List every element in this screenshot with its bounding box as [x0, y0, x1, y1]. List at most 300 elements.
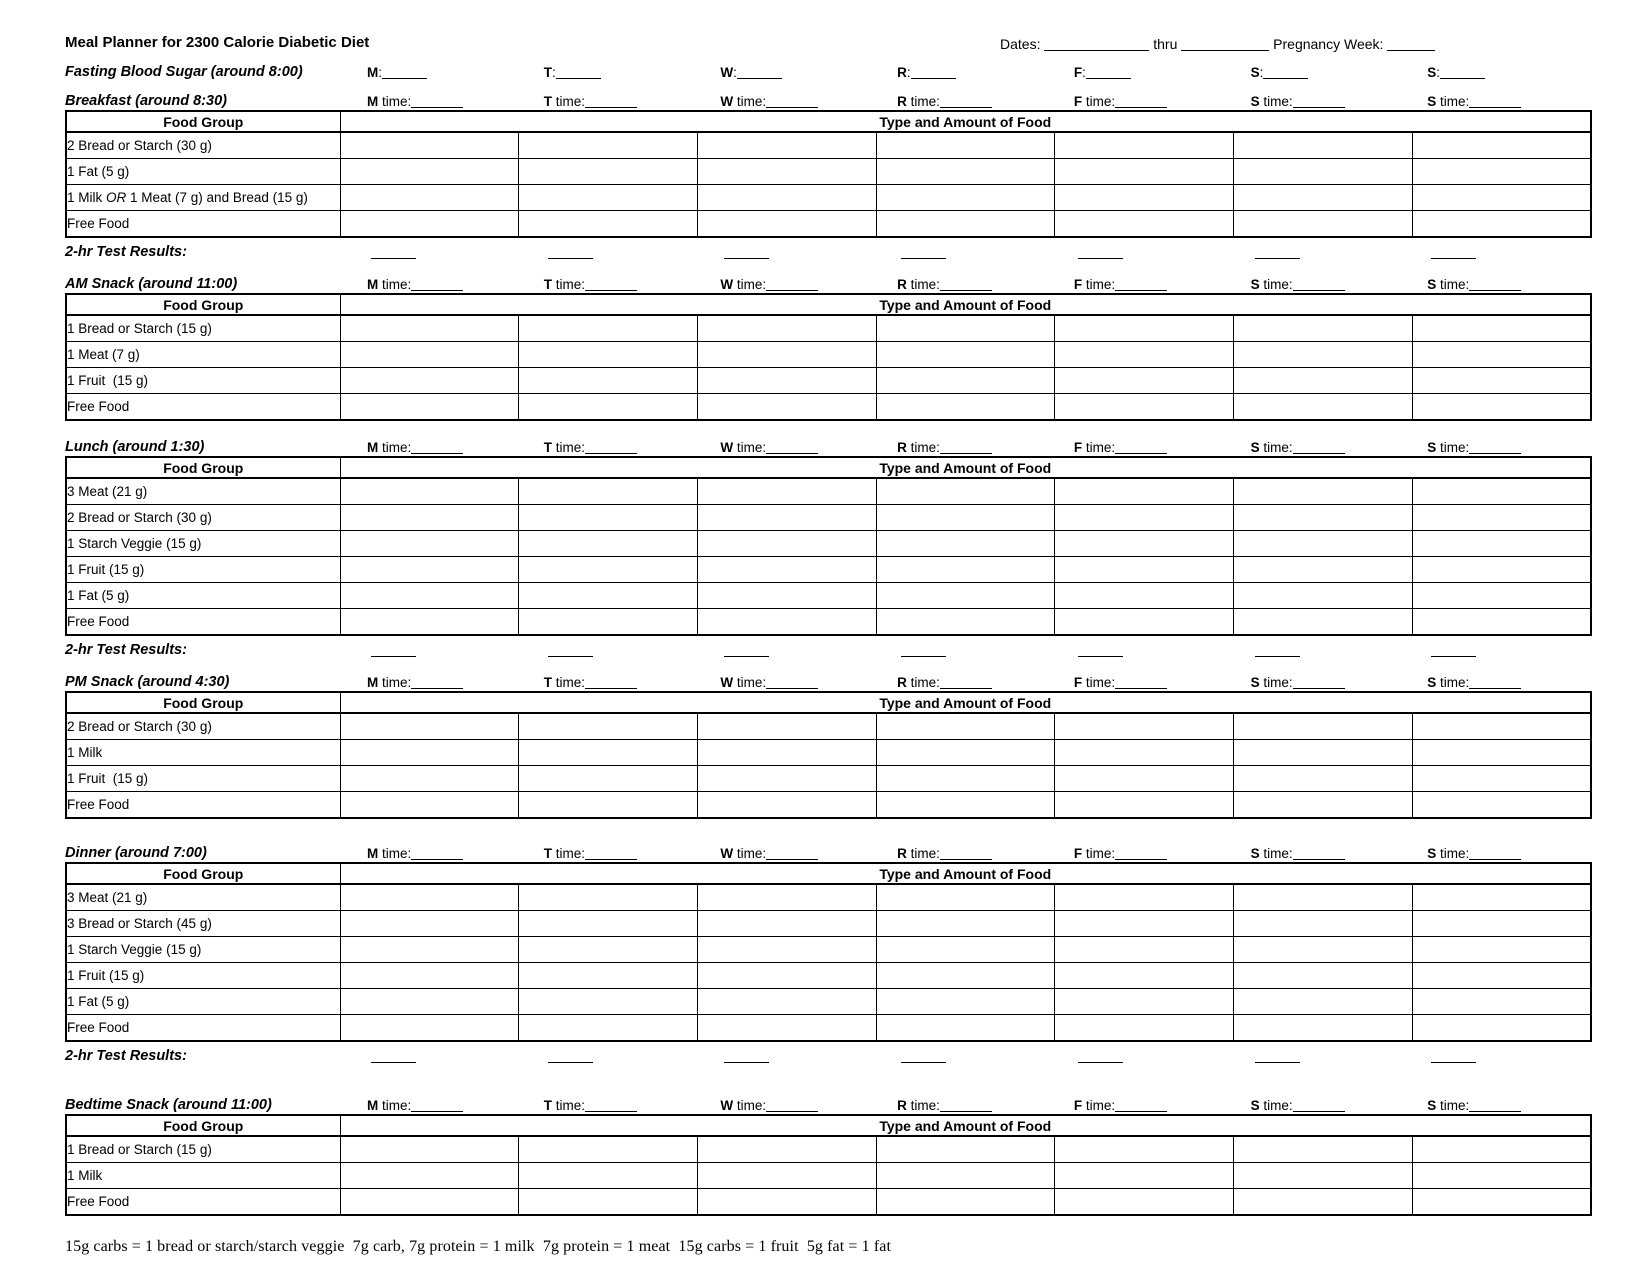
meal-time-blank[interactable]: [766, 847, 818, 860]
food-entry-cell[interactable]: [519, 478, 698, 505]
meal-section-breakfast: [65, 86, 1592, 263]
food-entry-cell[interactable]: [876, 185, 1055, 211]
meal-time-blank[interactable]: [585, 441, 637, 454]
food-entry-cell[interactable]: [876, 478, 1055, 505]
food-group-label-text: 1 Milk: [67, 1168, 103, 1183]
food-entry-cell[interactable]: [1412, 185, 1591, 211]
table-header-row: [66, 111, 1591, 132]
food-entry-cell[interactable]: [1412, 211, 1591, 238]
meal-title-pm-snack: PM Snack (around 4:30): [65, 674, 230, 690]
food-entry-cell[interactable]: [1412, 1015, 1591, 1042]
test-result-blank[interactable]: [1255, 246, 1300, 259]
food-entry-cell[interactable]: [1234, 185, 1413, 211]
food-entry-cell[interactable]: [340, 478, 519, 505]
pregnancy-week-blank[interactable]: [1387, 38, 1435, 51]
meal-time-blank[interactable]: [585, 1099, 637, 1112]
meal-time-blank[interactable]: [940, 847, 992, 860]
food-entry-cell[interactable]: [1412, 531, 1591, 557]
food-entry-cell[interactable]: [1234, 884, 1413, 911]
meal-time-blank[interactable]: [1293, 847, 1345, 860]
test-result-blank[interactable]: [1255, 1050, 1300, 1063]
meal-time-blank[interactable]: [1115, 95, 1167, 108]
day-letter: S: [1427, 440, 1437, 455]
test-result-blank[interactable]: [1078, 644, 1123, 657]
test-result-blank[interactable]: [548, 644, 593, 657]
food-entry-cell[interactable]: [697, 1136, 876, 1163]
food-entry-cell[interactable]: [1234, 1015, 1413, 1042]
meal-time-blank[interactable]: [1293, 1099, 1345, 1112]
food-entry-cell[interactable]: [519, 315, 698, 342]
food-entry-cell[interactable]: [1055, 394, 1234, 421]
food-entry-cell[interactable]: [1055, 1136, 1234, 1163]
food-entry-cell[interactable]: [519, 368, 698, 394]
food-entry-cell[interactable]: [876, 792, 1055, 819]
meal-time-blank[interactable]: [940, 95, 992, 108]
food-group-label-text: 1 Meat (7 g) and Bread (15 g): [126, 190, 308, 205]
food-entry-cell[interactable]: [876, 132, 1055, 159]
food-entry-cell[interactable]: [876, 740, 1055, 766]
type-amount-header: Type and Amount of Food: [340, 294, 1591, 315]
food-entry-cell[interactable]: [1412, 1163, 1591, 1189]
food-entry-cell[interactable]: [876, 505, 1055, 531]
food-entry-cell[interactable]: [519, 394, 698, 421]
food-group-label-text: 1 Starch Veggie (15 g): [67, 536, 202, 551]
test-result-blank[interactable]: [548, 1050, 593, 1063]
fasting-day-letter: W: [720, 65, 734, 80]
food-entry-cell[interactable]: [1234, 505, 1413, 531]
food-entry-cell[interactable]: [697, 132, 876, 159]
test-result-blank[interactable]: [1431, 246, 1476, 259]
food-entry-cell[interactable]: [340, 609, 519, 636]
food-entry-cell[interactable]: [1055, 766, 1234, 792]
food-entry-cell[interactable]: [697, 937, 876, 963]
fasting-value-blank[interactable]: [1440, 66, 1485, 79]
food-entry-cell[interactable]: [876, 557, 1055, 583]
meal-section-lunch: [65, 432, 1592, 661]
day-letter: W: [720, 277, 734, 292]
food-entry-cell[interactable]: [519, 159, 698, 185]
test-result-blank[interactable]: [371, 246, 416, 259]
fasting-value-blank[interactable]: [737, 66, 782, 79]
food-entry-cell[interactable]: [1412, 963, 1591, 989]
food-entry-cell[interactable]: [697, 989, 876, 1015]
meal-time-blank[interactable]: [1293, 278, 1345, 291]
food-entry-cell[interactable]: [697, 1189, 876, 1216]
food-entry-cell[interactable]: [340, 159, 519, 185]
food-entry-cell[interactable]: [1055, 937, 1234, 963]
food-entry-cell[interactable]: [697, 368, 876, 394]
food-entry-cell[interactable]: [1234, 394, 1413, 421]
food-entry-cell[interactable]: [1055, 342, 1234, 368]
food-entry-cell[interactable]: [340, 557, 519, 583]
food-entry-cell[interactable]: [1412, 159, 1591, 185]
food-entry-cell[interactable]: [519, 963, 698, 989]
food-entry-cell[interactable]: [1055, 884, 1234, 911]
food-group-label-text: 1 Meat (7 g): [67, 347, 140, 362]
food-entry-cell[interactable]: [1412, 713, 1591, 740]
food-entry-cell[interactable]: [1234, 963, 1413, 989]
meal-time-blank[interactable]: [766, 441, 818, 454]
food-entry-cell[interactable]: [697, 1015, 876, 1042]
food-entry-cell[interactable]: [340, 132, 519, 159]
food-group-label: [66, 478, 340, 505]
day-letter: R: [897, 1098, 907, 1113]
food-entry-cell[interactable]: [519, 1189, 698, 1216]
meal-time-blank[interactable]: [766, 95, 818, 108]
food-entry-cell[interactable]: [1234, 132, 1413, 159]
meal-time-breakfast-day-4: F time:: [1062, 94, 1239, 109]
test-result-blank[interactable]: [371, 1050, 416, 1063]
meal-time-pm-snack-day-4: F time:: [1062, 675, 1239, 690]
food-entry-cell[interactable]: [876, 989, 1055, 1015]
food-entry-cell[interactable]: [876, 1136, 1055, 1163]
food-entry-cell[interactable]: [1412, 792, 1591, 819]
food-entry-cell[interactable]: [340, 766, 519, 792]
food-entry-cell[interactable]: [1234, 713, 1413, 740]
food-entry-cell[interactable]: [876, 159, 1055, 185]
test-result-blank[interactable]: [724, 246, 769, 259]
test-result-blank[interactable]: [1078, 246, 1123, 259]
food-entry-cell[interactable]: [340, 884, 519, 911]
food-entry-cell[interactable]: [697, 531, 876, 557]
food-entry-cell[interactable]: [1055, 740, 1234, 766]
meal-header-dinner: [65, 838, 1592, 861]
food-entry-cell[interactable]: [1234, 740, 1413, 766]
food-entry-cell[interactable]: [876, 1189, 1055, 1216]
food-entry-cell[interactable]: [1412, 342, 1591, 368]
food-entry-cell[interactable]: [697, 713, 876, 740]
food-entry-cell[interactable]: [519, 937, 698, 963]
meal-time-blank[interactable]: [1469, 1099, 1521, 1112]
test-result-blank[interactable]: [1431, 1050, 1476, 1063]
food-entry-cell[interactable]: [1055, 368, 1234, 394]
meal-section-am-snack: [65, 269, 1592, 421]
food-entry-cell[interactable]: [697, 583, 876, 609]
food-entry-cell[interactable]: [519, 557, 698, 583]
food-entry-cell[interactable]: [340, 315, 519, 342]
food-entry-cell[interactable]: [697, 557, 876, 583]
test-result-blank[interactable]: [548, 246, 593, 259]
food-entry-cell[interactable]: [876, 1163, 1055, 1189]
food-entry-cell[interactable]: [697, 740, 876, 766]
food-entry-cell[interactable]: [876, 342, 1055, 368]
food-entry-cell[interactable]: [1055, 583, 1234, 609]
meal-time-blank[interactable]: [585, 676, 637, 689]
food-entry-cell[interactable]: [1234, 1189, 1413, 1216]
food-entry-cell[interactable]: [1234, 1136, 1413, 1163]
food-entry-cell[interactable]: [697, 911, 876, 937]
food-entry-cell[interactable]: [1055, 989, 1234, 1015]
food-entry-cell[interactable]: [1234, 609, 1413, 636]
meal-time-blank[interactable]: [411, 441, 463, 454]
meal-time-dinner-day-3: R time:: [885, 846, 1062, 861]
food-entry-cell[interactable]: [1055, 211, 1234, 238]
food-entry-cell[interactable]: [1055, 531, 1234, 557]
meal-time-blank[interactable]: [1115, 441, 1167, 454]
food-entry-cell[interactable]: [340, 1136, 519, 1163]
food-entry-cell[interactable]: [340, 1189, 519, 1216]
food-entry-cell[interactable]: [876, 1015, 1055, 1042]
food-entry-cell[interactable]: [697, 609, 876, 636]
food-entry-cell[interactable]: [1055, 185, 1234, 211]
food-entry-cell[interactable]: [1234, 211, 1413, 238]
food-entry-cell[interactable]: [876, 315, 1055, 342]
food-entry-cell[interactable]: [876, 394, 1055, 421]
food-entry-cell[interactable]: [697, 159, 876, 185]
food-entry-cell[interactable]: [1055, 315, 1234, 342]
food-entry-cell[interactable]: [340, 394, 519, 421]
food-entry-cell[interactable]: [697, 394, 876, 421]
food-entry-cell[interactable]: [1412, 1136, 1591, 1163]
dates-from-blank[interactable]: [1044, 38, 1149, 51]
food-entry-cell[interactable]: [876, 766, 1055, 792]
food-entry-cell[interactable]: [697, 766, 876, 792]
test-result-blank[interactable]: [901, 644, 946, 657]
food-entry-cell[interactable]: [876, 368, 1055, 394]
food-group-label-text: 3 Bread or Starch (45 g): [67, 916, 212, 931]
meal-time-blank[interactable]: [1115, 1099, 1167, 1112]
test-result-blank[interactable]: [1431, 644, 1476, 657]
meal-time-blank[interactable]: [1469, 278, 1521, 291]
food-entry-cell[interactable]: [1055, 1015, 1234, 1042]
meal-time-blank[interactable]: [940, 676, 992, 689]
food-entry-cell[interactable]: [697, 505, 876, 531]
meal-time-dinner-day-4: F time:: [1062, 846, 1239, 861]
food-entry-cell[interactable]: [519, 1163, 698, 1189]
food-entry-cell[interactable]: [1055, 911, 1234, 937]
food-entry-cell[interactable]: [340, 740, 519, 766]
food-entry-cell[interactable]: [1234, 792, 1413, 819]
food-entry-cell[interactable]: [340, 505, 519, 531]
food-entry-cell[interactable]: [519, 185, 698, 211]
meal-time-blank[interactable]: [1115, 676, 1167, 689]
food-group-label: [66, 1189, 340, 1216]
food-entry-cell[interactable]: [697, 963, 876, 989]
food-entry-cell[interactable]: [1412, 740, 1591, 766]
food-entry-cell[interactable]: [1412, 132, 1591, 159]
test-result-blank[interactable]: [901, 246, 946, 259]
food-entry-cell[interactable]: [1412, 368, 1591, 394]
food-entry-cell[interactable]: [519, 1015, 698, 1042]
food-entry-cell[interactable]: [1412, 609, 1591, 636]
meal-time-blank[interactable]: [411, 847, 463, 860]
food-entry-cell[interactable]: [340, 211, 519, 238]
meal-time-blank[interactable]: [411, 1099, 463, 1112]
food-entry-cell[interactable]: [340, 531, 519, 557]
meal-time-blank[interactable]: [411, 95, 463, 108]
food-entry-cell[interactable]: [1055, 478, 1234, 505]
food-entry-cell[interactable]: [876, 713, 1055, 740]
food-entry-cell[interactable]: [876, 531, 1055, 557]
food-entry-cell[interactable]: [876, 884, 1055, 911]
day-letter: T: [543, 675, 552, 690]
food-entry-cell[interactable]: [1055, 1189, 1234, 1216]
food-entry-cell[interactable]: [1055, 557, 1234, 583]
meal-time-blank[interactable]: [585, 847, 637, 860]
food-group-label: [66, 368, 340, 394]
food-entry-cell[interactable]: [519, 713, 698, 740]
meal-time-blank[interactable]: [940, 1099, 992, 1112]
test-result-blank[interactable]: [1255, 644, 1300, 657]
food-entry-cell[interactable]: [1234, 989, 1413, 1015]
food-row: [66, 583, 1591, 609]
food-entry-cell[interactable]: [1234, 766, 1413, 792]
food-entry-cell[interactable]: [1412, 989, 1591, 1015]
meal-time-blank[interactable]: [585, 278, 637, 291]
food-entry-cell[interactable]: [340, 713, 519, 740]
meal-title-bedtime-snack: Bedtime Snack (around 11:00): [65, 1097, 272, 1113]
food-entry-cell[interactable]: [1412, 884, 1591, 911]
food-entry-cell[interactable]: [697, 342, 876, 368]
food-entry-cell[interactable]: [519, 342, 698, 368]
food-entry-cell[interactable]: [1412, 583, 1591, 609]
food-entry-cell[interactable]: [1055, 792, 1234, 819]
food-entry-cell[interactable]: [1412, 766, 1591, 792]
food-entry-cell[interactable]: [697, 792, 876, 819]
food-group-label: [66, 713, 340, 740]
food-entry-cell[interactable]: [1234, 583, 1413, 609]
food-entry-cell[interactable]: [876, 211, 1055, 238]
test-result-blank[interactable]: [371, 644, 416, 657]
meal-time-blank[interactable]: [1115, 278, 1167, 291]
food-entry-cell[interactable]: [340, 1163, 519, 1189]
meal-time-blank[interactable]: [940, 278, 992, 291]
fasting-value-blank[interactable]: [1086, 66, 1131, 79]
dates-label: Dates:: [1000, 36, 1041, 52]
food-entry-cell[interactable]: [1234, 937, 1413, 963]
meal-time-blank[interactable]: [940, 441, 992, 454]
food-row: [66, 478, 1591, 505]
test-result-blank[interactable]: [724, 644, 769, 657]
food-entry-cell[interactable]: [876, 937, 1055, 963]
food-entry-cell[interactable]: [519, 740, 698, 766]
fasting-value-blank[interactable]: [382, 66, 427, 79]
food-entry-cell[interactable]: [1234, 1163, 1413, 1189]
food-entry-cell[interactable]: [519, 911, 698, 937]
food-entry-cell[interactable]: [1412, 557, 1591, 583]
food-entry-cell[interactable]: [1412, 911, 1591, 937]
meal-time-blank[interactable]: [411, 278, 463, 291]
food-entry-cell[interactable]: [1234, 911, 1413, 937]
meal-time-blank[interactable]: [766, 676, 818, 689]
food-entry-cell[interactable]: [1055, 132, 1234, 159]
meal-time-blank[interactable]: [1469, 95, 1521, 108]
meal-time-blank[interactable]: [1293, 676, 1345, 689]
food-entry-cell[interactable]: [340, 185, 519, 211]
food-entry-cell[interactable]: [519, 792, 698, 819]
food-entry-cell[interactable]: [340, 1015, 519, 1042]
fasting-value-blank[interactable]: [1263, 66, 1308, 79]
food-entry-cell[interactable]: [340, 937, 519, 963]
food-entry-cell[interactable]: [1234, 315, 1413, 342]
meal-time-blank[interactable]: [1469, 441, 1521, 454]
food-entry-cell[interactable]: [1412, 315, 1591, 342]
meal-time-blank[interactable]: [766, 1099, 818, 1112]
food-entry-cell[interactable]: [519, 1136, 698, 1163]
food-group-label: [66, 211, 340, 238]
food-entry-cell[interactable]: [1234, 557, 1413, 583]
food-entry-cell[interactable]: [876, 911, 1055, 937]
food-entry-cell[interactable]: [876, 963, 1055, 989]
food-entry-cell[interactable]: [697, 1163, 876, 1189]
food-entry-cell[interactable]: [1055, 159, 1234, 185]
fasting-value-blank[interactable]: [911, 66, 956, 79]
test-result-blank[interactable]: [901, 1050, 946, 1063]
food-entry-cell[interactable]: [1055, 713, 1234, 740]
food-entry-cell[interactable]: [340, 342, 519, 368]
fasting-value-blank[interactable]: [556, 66, 601, 79]
food-entry-cell[interactable]: [1055, 505, 1234, 531]
meal-time-blank[interactable]: [1469, 676, 1521, 689]
food-entry-cell[interactable]: [1412, 394, 1591, 421]
food-entry-cell[interactable]: [340, 989, 519, 1015]
meal-time-blank[interactable]: [1293, 441, 1345, 454]
test-results-label: 2-hr Test Results:: [65, 244, 187, 260]
food-entry-cell[interactable]: [697, 211, 876, 238]
food-entry-cell[interactable]: [519, 505, 698, 531]
food-entry-cell[interactable]: [340, 911, 519, 937]
food-entry-cell[interactable]: [697, 478, 876, 505]
food-entry-cell[interactable]: [340, 963, 519, 989]
food-entry-cell[interactable]: [1234, 159, 1413, 185]
test-result-blank[interactable]: [724, 1050, 769, 1063]
food-group-label-text: Free Food: [67, 797, 130, 812]
meal-time-blank[interactable]: [585, 95, 637, 108]
food-entry-cell[interactable]: [697, 884, 876, 911]
food-entry-cell[interactable]: [519, 609, 698, 636]
food-entry-cell[interactable]: [340, 368, 519, 394]
food-entry-cell[interactable]: [519, 884, 698, 911]
food-entry-cell[interactable]: [1234, 342, 1413, 368]
test-result-blank[interactable]: [1078, 1050, 1123, 1063]
food-entry-cell[interactable]: [519, 132, 698, 159]
pregnancy-week-label: Pregnancy Week:: [1273, 36, 1384, 52]
food-entry-cell[interactable]: [1055, 609, 1234, 636]
dates-line: [1000, 36, 1435, 52]
food-entry-cell[interactable]: [519, 531, 698, 557]
meal-time-blank[interactable]: [1469, 847, 1521, 860]
test-result-day-1: [532, 643, 709, 658]
food-entry-cell[interactable]: [1234, 531, 1413, 557]
meal-time-blank[interactable]: [411, 676, 463, 689]
meal-time-blank[interactable]: [1293, 95, 1345, 108]
food-entry-cell[interactable]: [1412, 505, 1591, 531]
food-entry-cell[interactable]: [1412, 1189, 1591, 1216]
food-entry-cell[interactable]: [1412, 478, 1591, 505]
dates-to-blank[interactable]: [1181, 38, 1269, 51]
food-entry-cell[interactable]: [519, 211, 698, 238]
food-entry-cell[interactable]: [1234, 478, 1413, 505]
meal-time-lunch-day-1: T time:: [532, 440, 709, 455]
food-entry-cell[interactable]: [519, 989, 698, 1015]
food-entry-cell[interactable]: [697, 315, 876, 342]
food-entry-cell[interactable]: [876, 609, 1055, 636]
food-entry-cell[interactable]: [1412, 937, 1591, 963]
food-entry-cell[interactable]: [340, 583, 519, 609]
food-entry-cell[interactable]: [1234, 368, 1413, 394]
food-entry-cell[interactable]: [1055, 1163, 1234, 1189]
meal-time-blank[interactable]: [1115, 847, 1167, 860]
food-entry-cell[interactable]: [519, 583, 698, 609]
meal-time-blank[interactable]: [766, 278, 818, 291]
food-entry-cell[interactable]: [519, 766, 698, 792]
food-entry-cell[interactable]: [1055, 963, 1234, 989]
food-entry-cell[interactable]: [340, 792, 519, 819]
meal-time-am-snack-day-6: S time:: [1415, 277, 1592, 292]
food-entry-cell[interactable]: [697, 185, 876, 211]
day-letter: M: [367, 846, 379, 861]
food-entry-cell[interactable]: [876, 583, 1055, 609]
